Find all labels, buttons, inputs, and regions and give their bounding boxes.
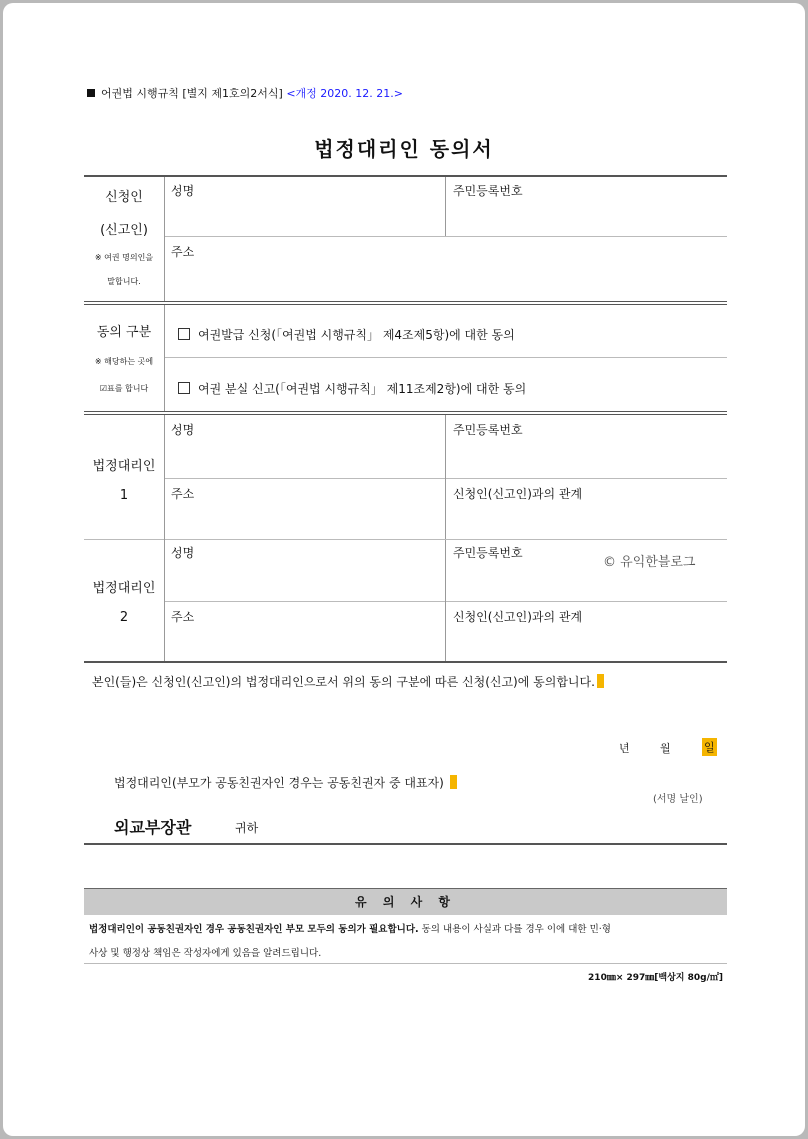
rep1-label: 법정대리인	[92, 459, 156, 474]
col-rule	[164, 177, 165, 301]
rep1-number: 1	[119, 488, 129, 503]
col-rule	[445, 415, 446, 539]
checkbox-loss[interactable]	[178, 382, 190, 394]
checkbox-issue[interactable]	[178, 328, 190, 340]
rep1-rrn-label: 주민등록번호	[453, 423, 523, 437]
consent-option-loss-label: 여권 분실 신고(「여권법 시행규칙」 제11조제2항)에 대한 동의	[198, 382, 527, 396]
recipient: 외교부장관	[114, 818, 192, 837]
page-title: 법정대리인 동의서	[314, 137, 494, 161]
section-rule	[84, 411, 727, 412]
rep2-relation-label: 신청인(신고인)과의 관계	[453, 610, 583, 624]
footer-rule	[84, 843, 727, 845]
cursor-marker	[450, 775, 457, 789]
consent-label: 동의 구분	[96, 325, 152, 340]
table-top-rule	[84, 175, 727, 177]
row-rule	[165, 601, 727, 602]
col-rule	[445, 177, 446, 236]
revision-date: <개정 2020. 12. 21.>	[286, 87, 403, 100]
consent-statement	[92, 673, 604, 690]
notes-line-2: 사상 및 행정상 책임은 작성자에게 있음을 알려드립니다.	[89, 948, 322, 959]
form-header	[87, 85, 403, 101]
row-rule	[84, 539, 727, 540]
row-rule	[165, 357, 727, 358]
cursor-marker	[597, 674, 604, 688]
col-rule	[445, 540, 446, 661]
table-bottom-rule	[84, 661, 727, 663]
paper-spec: 210㎜× 297㎜[백상지 80g/㎡]	[588, 973, 723, 983]
notes-line-1	[89, 921, 729, 935]
applicant-address-label: 주소	[171, 245, 195, 259]
square-bullet-icon	[87, 89, 95, 97]
notes-header: 유 의 사 항	[84, 888, 727, 915]
section-rule	[84, 301, 727, 302]
row-rule	[165, 478, 727, 479]
form-ref: 어권법 시행규칙 [별지 제1호의2서식]	[101, 87, 283, 100]
applicant-rrn-label: 주민등록번호	[453, 184, 523, 198]
rep2-number: 2	[119, 610, 129, 625]
rep1-name-label: 성명	[171, 423, 195, 437]
rep2-label: 법정대리인	[92, 581, 156, 596]
rep2-name-label: 성명	[171, 546, 195, 560]
section-rule	[84, 414, 727, 415]
consent-note-2: ☑표를 합니다	[99, 384, 149, 393]
signer-line	[114, 774, 457, 791]
applicant-note-2: 말합니다.	[107, 277, 141, 286]
watermark: © 유익한블로그	[603, 555, 696, 570]
date-day: 일	[702, 738, 717, 756]
applicant-label-sub: (신고인)	[100, 223, 148, 238]
consent-option-issue-label: 여권발급 신청(「여권법 시행규칙」 제4조제5항)에 대한 동의	[198, 328, 515, 342]
applicant-note: ※ 여권 명의인을	[94, 253, 154, 262]
document-page	[3, 3, 805, 1136]
col-rule	[164, 415, 165, 661]
consent-statement-text: 본인(들)은 신청인(신고인)의 법정대리인으로서 위의 동의 구분에 따른 신청(신고)에 동의합니다.	[92, 675, 595, 689]
applicant-label: 신청인	[105, 190, 143, 205]
date-year: 년	[619, 742, 630, 755]
applicant-name-label: 성명	[171, 184, 195, 198]
consent-option-issue[interactable]	[178, 326, 515, 343]
rep1-address-label: 주소	[171, 487, 195, 501]
recipient-suffix: 귀하	[235, 821, 259, 835]
notes-text: 동의 내용이 사실과 다를 경우 이에 대한 민·형	[418, 924, 611, 935]
consent-note: ※ 해당하는 곳에	[94, 357, 154, 366]
row-rule	[165, 236, 727, 237]
section-rule	[84, 304, 727, 305]
rep2-address-label: 주소	[171, 610, 195, 624]
rep2-rrn-label: 주민등록번호	[453, 546, 523, 560]
notes-rule	[84, 963, 727, 964]
rep1-relation-label: 신청인(신고인)과의 관계	[453, 487, 583, 501]
col-rule	[164, 305, 165, 411]
signer-label: 법정대리인(부모가 공동친권자인 경우는 공동친권자 중 대표자)	[114, 776, 444, 790]
consent-option-loss[interactable]	[178, 380, 526, 397]
date-month: 월	[660, 742, 671, 755]
sign-hint: (서명 날인)	[653, 794, 703, 805]
notes-bold-text: 법정대리인이 공동친권자인 경우 공동친권자인 부모 모두의 동의가 필요합니다.	[89, 924, 419, 935]
